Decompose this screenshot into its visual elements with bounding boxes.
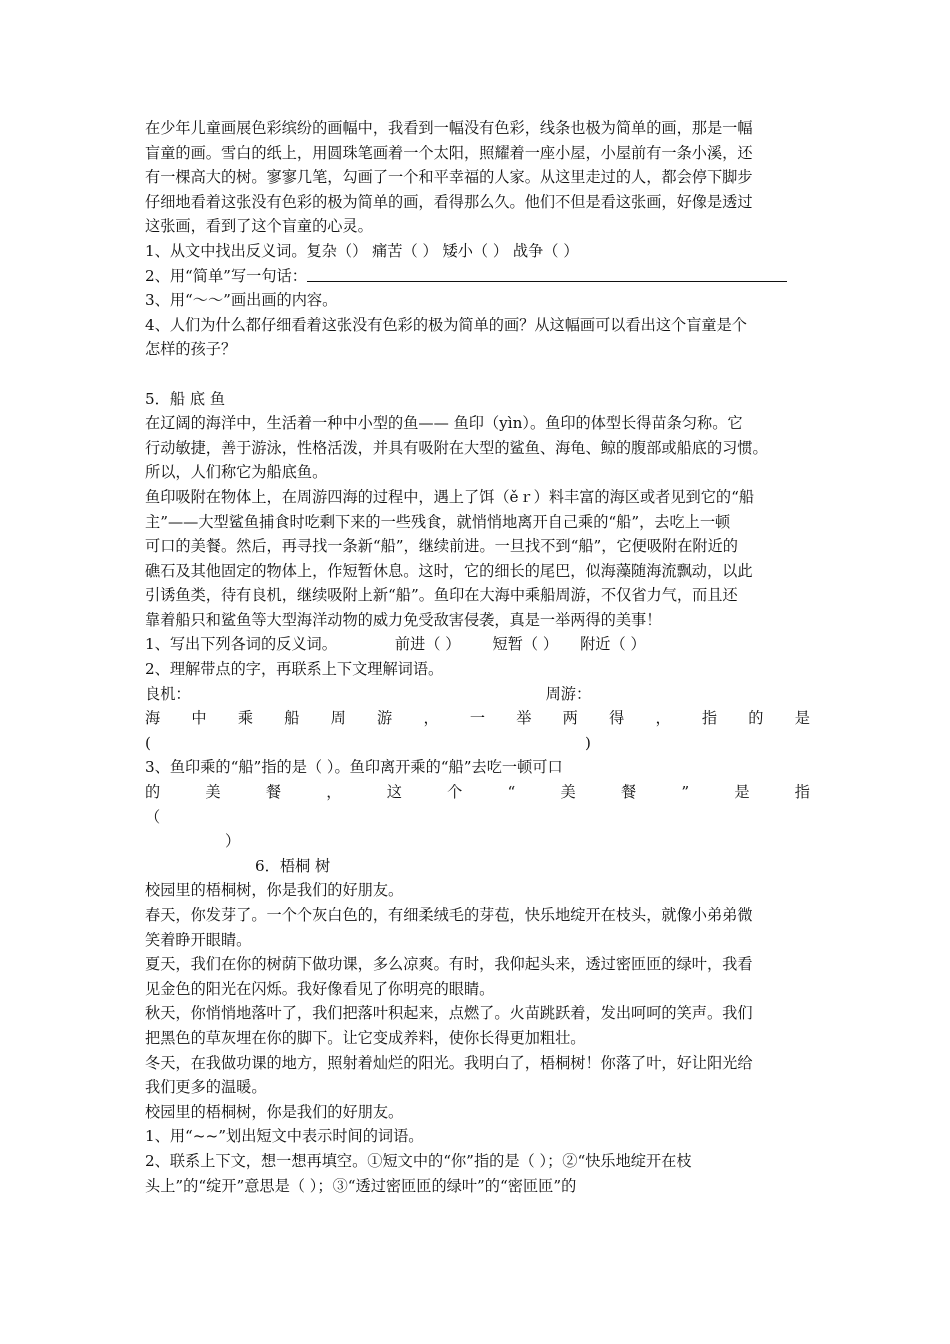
section6-title: 6．梧桐 树 [255,856,331,875]
char: 周 [330,709,346,728]
text-line: 有一棵高大的树。寥寥几笔，勾画了一个和平幸福的人家。从这里走过的人，都会停下脚步 [145,168,753,187]
section6-question-1: 1、用“~~”划出短文中表示时间的词语。 [145,1127,424,1146]
text-line: 所以，人们称它为船底鱼。 [145,463,328,482]
text-line: 把黑色的草灰埋在你的脚下。让它变成养料，使你长得更加粗壮。 [145,1028,586,1047]
text-line: 校园里的梧桐树，你是我们的好朋友。 [145,1102,404,1121]
text-line: 在少年儿童画展色彩缤纷的画幅中，我看到一幅没有色彩，线条也极为简单的画，那是一幅 [145,119,753,137]
text-line: 笑着睁开眼睛。 [145,930,252,949]
text-line: 主”——大型鲨鱼捕食时吃剩下来的一些残食，就悄悄地离开自己乘的“船”，去吃上一顿 [145,512,731,531]
char: 的 [748,709,764,728]
section4-question-2 [145,264,810,289]
section4-question-3: 3、用“～～”画出画的内容。 [145,291,338,310]
paren-open-line: （ [145,807,161,826]
paren-close-line: ） [225,832,241,851]
char: 船 [284,709,300,728]
char: 是 [734,783,750,802]
text-line: 冬天，在我做功课的地方，照射着灿烂的阳光。我明白了，梧桐树！你落了叶，好让阳光给 [145,1053,753,1072]
char: 举 [516,709,532,728]
section5-question-2: 2、理解带点的字，再联系上下文理解词语。 [145,660,444,679]
section5-question-2-words [145,682,810,707]
section5-paragraph-1 [145,411,810,485]
char: 一 [469,709,486,728]
text-line: 夏天，我们在你的树荫下做功课，多么凉爽。有时，我仰起头来，透过密匝匝的绿叶，我看 [145,955,753,974]
char: 指 [701,709,718,728]
answer-blank-line [307,264,787,282]
text-line: 校园里的梧桐树，你是我们的好朋友。 [145,881,404,900]
text-line: 礁石及其他固定的物体上，作短暂休息。这时，它的细长的尾巴，似海藻随海流飘动，以此 [145,561,753,580]
char: ， [326,783,342,802]
text-line: 春天，你发芽了。一个个灰白色的，有细柔绒毛的芽苞，快乐地绽开在枝头，就像小弟弟微 [145,906,753,924]
char: 得 [609,709,625,728]
char: 两 [562,709,578,728]
text-line: 秋天，你悄悄地落叶了，我们把落叶积起来，点燃了。火苗跳跃着，发出呵呵的笑声。我们 [145,1004,753,1023]
spread-text-line [145,780,810,805]
spacer [145,362,810,387]
text-line: 引诱鱼类，待有良机，继续吸附上新“船”。鱼印在大海中乘船周游，不仅省力气，而且还 [145,586,738,605]
section6-question-2: 2、联系上下文，想一想再填空。①短文中的“你”指的是（ ）；②“快乐地绽开在枝 [145,1151,692,1170]
section4-question-4: 4、人们为什么都仔细看着这张没有色彩的极为简单的画？从这幅画可以看出这个盲童是个 [145,315,747,334]
text-line: 仔细地看着这张没有色彩的极为简单的画，看得那么久。他们不但是看这张画，好像是透过 [145,192,753,211]
section4-passage [145,116,810,239]
char: 餐 [620,783,637,802]
text-line: 行动敏捷，善于游泳，性格活泼，并具有吸附在大型的鲨鱼、海龟、鲸的腹部或船底的习惯。 [145,438,768,457]
text-line: 可口的美餐。然后，再寻找一条新“船”，继续前进。一旦找不到“船”，它便吸附在附近的 [145,537,738,556]
text-line: 在辽阔的海洋中，生活着一种中小型的鱼—— 鱼印（yìn）。鱼印的体型长得苗条匀称。它 [145,414,743,433]
char: 的 [145,783,161,802]
word-label-liangji: 良机： [145,684,191,703]
char: ， [655,709,671,728]
spread-text-line [145,706,810,731]
antonym-item: 短暂（ ） [492,635,559,654]
char: 指 [794,783,810,802]
document-page [145,116,810,1198]
char: “ [507,783,516,802]
char: 餐 [265,783,282,802]
char: 是 [794,709,810,728]
section4-question-4-cont: 怎样的孩子？ [145,340,237,359]
paren-close: ) [584,733,591,752]
char: 海 [145,709,161,728]
char: 乘 [237,709,253,728]
section5-question-3: 3、鱼印乘的“船”指的是（ ）。鱼印离开乘的“船”去吃一顿可口 [145,758,563,777]
char: 中 [191,709,207,728]
char: 美 [205,783,221,802]
char: 游 [377,709,393,728]
section4-question-1: 1、从文中找出反义词。复杂（） 痛苦（ ） 矮小（ ） 战争（ ） [145,241,579,260]
word-label-zhouyou: 周游： [545,684,592,703]
section6-passage [145,878,810,1124]
paren-open: ( [145,733,151,752]
question-2-label: 2、用“简单”写一句话： [145,266,307,285]
antonym-item: 附近（ ） [580,635,646,654]
text-line: 我们更多的温暖。 [145,1078,267,1097]
question-label: 1、写出下列各词的反义词。 [145,635,337,654]
text-line: 这张画，看到了这个盲童的心灵。 [145,217,373,236]
char: 美 [560,783,576,802]
antonym-item: 前进（ ） [394,635,461,654]
section5-paragraph-2 [145,485,810,633]
section5-question-1 [145,632,810,657]
section5-title: 5．船 底 鱼 [145,389,226,408]
section6-question-2-cont: 头上”的“绽开”意思是（ ）；③“透过密匝匝的绿叶”的“密匝匝”的 [145,1176,577,1195]
answer-parentheses [145,731,810,756]
char: ” [681,783,690,802]
text-line: 见金色的阳光在闪烁。我好像看见了你明亮的眼睛。 [145,979,495,998]
char: 个 [447,783,463,802]
text-line: 靠着船只和鲨鱼等大型海洋动物的威力免受敌害侵袭，真是一举两得的美事！ [145,610,662,629]
char: 这 [386,783,402,802]
char: ， [423,709,439,728]
text-line: 盲童的画。雪白的纸上，用圆珠笔画着一个太阳，照耀着一座小屋，小屋前有一条小溪，还 [145,143,753,162]
text-line: 鱼印吸附在物体上，在周游四海的过程中，遇上了饵（ěｒ）料丰富的海区或者见到它的“船 [145,487,755,506]
